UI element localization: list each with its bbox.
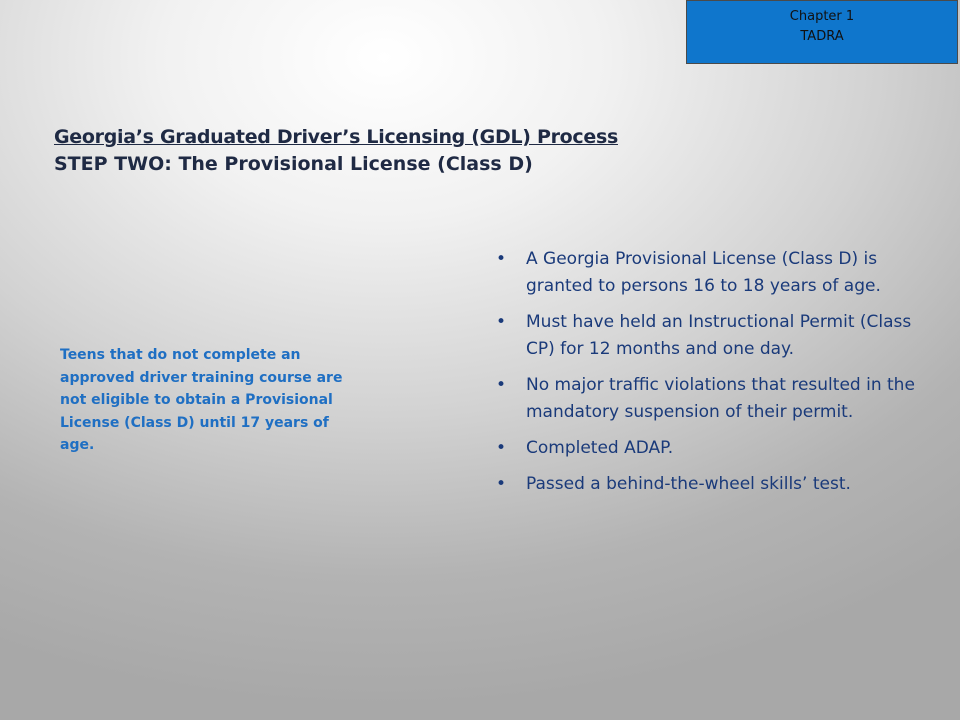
bullet-dot-icon: • xyxy=(496,474,507,494)
requirements-list xyxy=(496,246,916,507)
list-item xyxy=(496,372,916,426)
list-item xyxy=(496,309,916,363)
chapter-label: Chapter 1 xyxy=(789,9,855,24)
bullet-dot-icon: • xyxy=(496,312,507,332)
bullet-dot-icon: • xyxy=(496,438,507,458)
course-label: TADRA xyxy=(800,29,844,44)
slide-title-main: Georgia’s Graduated Driver’s Licensing (GDL) Process xyxy=(54,126,618,148)
side-note: Teens that do not complete an approved driver training course are not eligible to obtain a Provisional License (Class D) until 17 years of age. xyxy=(60,347,343,453)
list-item xyxy=(496,471,916,498)
chapter-badge xyxy=(686,0,958,64)
list-item-text: Must have held an Instructional Permit (Class CP) for 12 months and one day. xyxy=(526,312,912,359)
bullet-dot-icon: • xyxy=(496,249,507,269)
list-item-text: Completed ADAP. xyxy=(526,438,674,458)
list-item xyxy=(496,435,916,462)
slide-title xyxy=(54,124,874,178)
list-item-text: A Georgia Provisional License (Class D) is granted to persons 16 to 18 years of age. xyxy=(526,249,881,296)
bullet-dot-icon: • xyxy=(496,375,507,395)
list-item-text: No major traffic violations that resulted in the mandatory suspension of their permit. xyxy=(526,375,915,422)
list-item-text: Passed a behind-the-wheel skills’ test. xyxy=(526,474,851,494)
list-item xyxy=(496,246,916,300)
slide-title-sub: STEP TWO: The Provisional License (Class D) xyxy=(54,153,533,175)
